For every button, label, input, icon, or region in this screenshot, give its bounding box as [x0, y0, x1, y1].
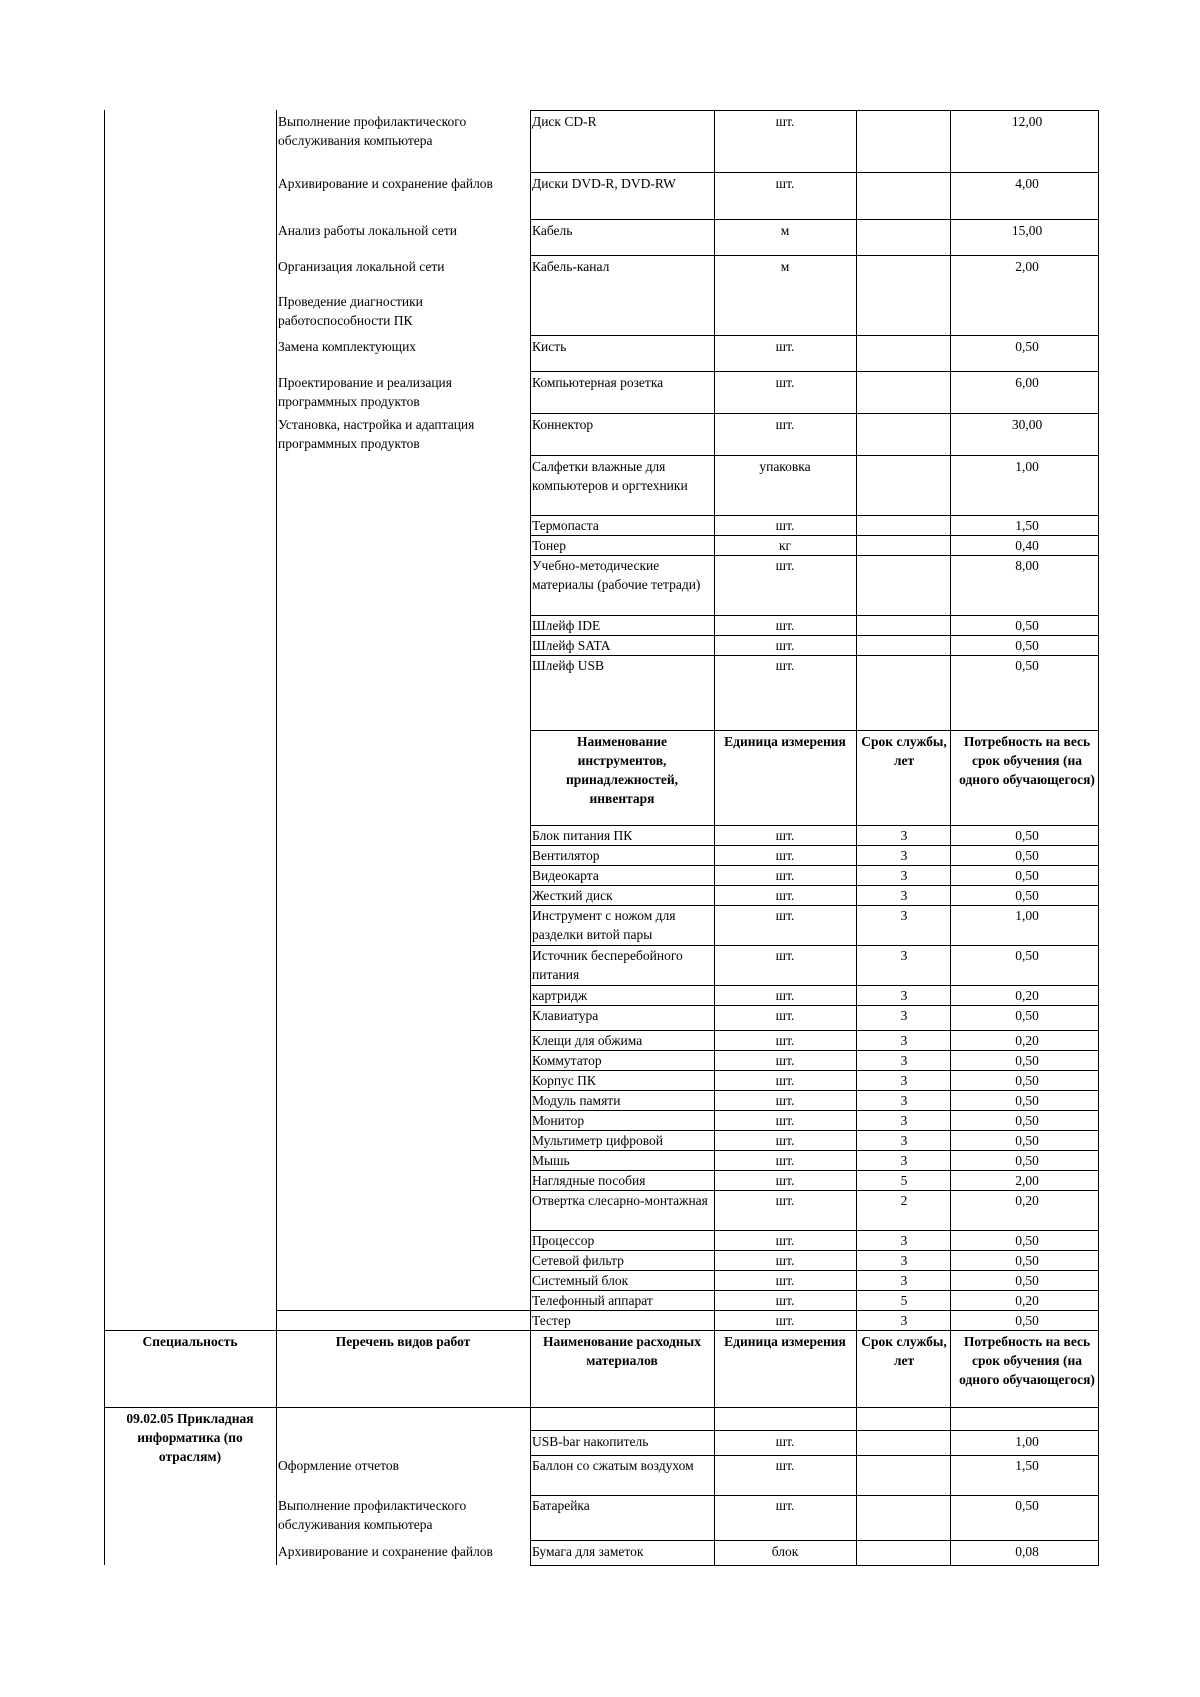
- material-unit: шт.: [775, 1458, 795, 1473]
- tool-life: 3: [900, 1313, 908, 1328]
- material-qty: 15,00: [1011, 223, 1043, 238]
- material-qty: 12,00: [1011, 114, 1043, 129]
- tool-name: Источник бесперебойного питания: [532, 948, 683, 982]
- tool-life: 3: [900, 1233, 908, 1248]
- tool-name: Отвертка слесарно-монтажная: [532, 1193, 708, 1208]
- tool-life: 3: [900, 1033, 908, 1048]
- tool-life: 3: [900, 1093, 908, 1108]
- tool-unit: шт.: [775, 1313, 795, 1328]
- tool-life: 3: [900, 848, 908, 863]
- material-unit: шт.: [775, 417, 795, 432]
- material-qty: 4,00: [1015, 176, 1039, 191]
- tool-unit: шт.: [775, 1053, 795, 1068]
- tools-header-need: Потребность на весь срок обучения (на одного обучающегося): [959, 734, 1095, 787]
- material-qty: 2,00: [1015, 259, 1039, 274]
- material-unit: шт.: [775, 1434, 795, 1449]
- material-unit: шт.: [775, 176, 795, 191]
- material-name: USB-bar накопитель: [532, 1434, 649, 1449]
- tool-name: Телефонный аппарат: [532, 1293, 653, 1308]
- tool-life: 5: [900, 1293, 908, 1308]
- material-unit: шт.: [775, 339, 795, 354]
- tool-qty: 0,50: [1015, 1053, 1039, 1068]
- tool-unit: шт.: [775, 1008, 795, 1023]
- work-item: Проектирование и реализация программных продуктов: [278, 375, 452, 409]
- tool-life: 3: [900, 1273, 908, 1288]
- tool-unit: шт.: [775, 1273, 795, 1288]
- material-name: Диски DVD-R, DVD-RW: [532, 176, 676, 191]
- material-name: Компьютерная розетка: [532, 375, 664, 390]
- tool-qty: 0,50: [1015, 1313, 1039, 1328]
- material-qty: 0,50: [1015, 638, 1039, 653]
- material-qty: 0,50: [1015, 339, 1039, 354]
- tool-life: 5: [900, 1173, 908, 1188]
- material-name: Шлейф SATA: [532, 638, 611, 653]
- material-unit: кг: [778, 538, 792, 553]
- tool-qty: 0,50: [1015, 828, 1039, 843]
- tool-life: 3: [900, 908, 908, 923]
- tool-qty: 0,50: [1015, 868, 1039, 883]
- tool-unit: шт.: [775, 828, 795, 843]
- border-unit-col: [714, 110, 715, 1565]
- tool-qty: 2,00: [1015, 1173, 1039, 1188]
- tool-name: Клавиатура: [532, 1008, 599, 1023]
- header-rule-bottom: [104, 1407, 1099, 1408]
- material-qty: 8,00: [1015, 558, 1039, 573]
- row-rule: [530, 371, 1099, 372]
- tool-unit: шт.: [775, 848, 795, 863]
- material-name: Кабель-канал: [532, 259, 610, 274]
- material-unit: шт.: [775, 658, 795, 673]
- tool-qty: 0,50: [1015, 1093, 1039, 1108]
- material-unit: шт.: [775, 1498, 795, 1513]
- material-unit: шт.: [775, 558, 795, 573]
- tool-qty: 0,50: [1015, 1253, 1039, 1268]
- tool-life: 3: [900, 1133, 908, 1148]
- tool-unit: шт.: [775, 1233, 795, 1248]
- tools-header-name: Наименование инструментов, принадлежностей, инвентаря: [565, 734, 679, 806]
- material-name: Диск CD-R: [532, 114, 597, 129]
- border-need-col: [950, 110, 951, 1565]
- row-rule: [530, 1540, 1099, 1541]
- material-unit: шт.: [775, 518, 795, 533]
- tool-life: 2: [900, 1193, 908, 1208]
- row-rule: [530, 335, 1099, 336]
- tool-qty: 0,50: [1015, 1273, 1039, 1288]
- tools-header-life: Срок службы, лет: [861, 734, 947, 768]
- material-unit: упаковка: [759, 459, 811, 474]
- tool-unit: шт.: [775, 888, 795, 903]
- material-qty: 0,08: [1015, 1544, 1039, 1559]
- row-rule: [530, 1430, 1099, 1431]
- tool-life: 3: [900, 868, 908, 883]
- tool-unit: шт.: [775, 1173, 795, 1188]
- row-rule: [530, 110, 1099, 111]
- tool-unit: шт.: [775, 908, 795, 923]
- tool-unit: шт.: [775, 1133, 795, 1148]
- work-item: Оформление отчетов: [278, 1458, 399, 1473]
- header-unit: Единица измерения: [724, 1334, 846, 1349]
- tool-unit: шт.: [775, 1113, 795, 1128]
- work-item: Проведение диагностики работоспособности ПК: [278, 294, 423, 328]
- tool-unit: шт.: [775, 1253, 795, 1268]
- specialty-name: 09.02.05 Прикладная информатика (по отраслям): [126, 1411, 254, 1464]
- material-unit: шт.: [775, 638, 795, 653]
- material-unit: шт.: [775, 375, 795, 390]
- header-works: Перечень видов работ: [335, 1334, 471, 1349]
- tool-name: Системный блок: [532, 1273, 629, 1288]
- tool-name: Клещи для обжима: [532, 1033, 643, 1048]
- tool-name: Мышь: [532, 1153, 570, 1168]
- tool-name: Наглядные пособия: [532, 1173, 646, 1188]
- work-item: Установка, настройка и адаптация программных продуктов: [278, 417, 475, 451]
- tool-qty: 0,50: [1015, 1233, 1039, 1248]
- material-name: Тонер: [532, 538, 566, 553]
- tool-name: Коммутатор: [532, 1053, 602, 1068]
- header-materials: Наименование расходных материалов: [543, 1334, 701, 1368]
- material-name: Шлейф USB: [532, 658, 604, 673]
- tool-qty: 0,50: [1015, 1008, 1039, 1023]
- material-name: Учебно-методические материалы (рабочие тетради): [532, 558, 701, 592]
- tool-qty: 0,50: [1015, 1073, 1039, 1088]
- tool-name: Монитор: [532, 1113, 585, 1128]
- header-need: Потребность на весь срок обучения (на одного обучающегося): [959, 1334, 1095, 1387]
- row-rule: [530, 455, 1099, 456]
- material-unit: м: [780, 259, 790, 274]
- work-item: Организация локальной сети: [278, 259, 445, 274]
- work-item: Выполнение профилактического обслуживания компьютера: [278, 114, 467, 148]
- material-qty: 0,50: [1015, 1498, 1039, 1513]
- tool-name: Сетевой фильтр: [532, 1253, 624, 1268]
- material-qty: 0,50: [1015, 658, 1039, 673]
- tool-life: 3: [900, 1153, 908, 1168]
- tool-name: Мультиметр цифровой: [532, 1133, 664, 1148]
- tool-life: 3: [900, 1008, 908, 1023]
- row-rule: [530, 172, 1099, 173]
- material-qty: 1,00: [1015, 1434, 1039, 1449]
- tool-name: Процессор: [532, 1233, 595, 1248]
- tool-qty: 0,20: [1015, 988, 1039, 1003]
- material-name: Баллон со сжатым воздухом: [532, 1458, 694, 1473]
- material-qty: 0,40: [1015, 538, 1039, 553]
- header-specialty: Специальность: [142, 1334, 238, 1349]
- border-work-col: [276, 110, 277, 1565]
- border-life-col: [856, 110, 857, 1565]
- row-rule: [530, 255, 1099, 256]
- material-unit: блок: [771, 1544, 799, 1559]
- row-rule: [530, 413, 1099, 414]
- tool-qty: 0,20: [1015, 1193, 1039, 1208]
- material-qty: 30,00: [1011, 417, 1043, 432]
- header-rule-top: [104, 1330, 1099, 1331]
- tool-name: Модуль памяти: [532, 1093, 621, 1108]
- work-item: Анализ работы локальной сети: [278, 223, 457, 238]
- tool-unit: шт.: [775, 1153, 795, 1168]
- tool-life: 3: [900, 1113, 908, 1128]
- material-name: Кисть: [532, 339, 567, 354]
- tool-name: Блок питания ПК: [532, 828, 633, 843]
- work-item: Архивирование и сохранение файлов: [278, 1544, 493, 1559]
- tool-qty: 0,50: [1015, 888, 1039, 903]
- tool-unit: шт.: [775, 868, 795, 883]
- tool-unit: шт.: [775, 1293, 795, 1308]
- material-unit: шт.: [775, 618, 795, 633]
- tool-life: 3: [900, 1053, 908, 1068]
- tool-unit: шт.: [775, 1193, 795, 1208]
- material-qty: 6,00: [1015, 375, 1039, 390]
- header-life: Срок службы, лет: [861, 1334, 947, 1368]
- tool-name: картридж: [532, 988, 588, 1003]
- row-rule: [530, 1565, 1099, 1566]
- tool-unit: шт.: [775, 988, 795, 1003]
- tool-life: 3: [900, 828, 908, 843]
- tool-life: 3: [900, 1073, 908, 1088]
- tool-unit: шт.: [775, 948, 795, 963]
- material-name: Бумага для заметок: [532, 1544, 644, 1559]
- material-name: Батарейка: [532, 1498, 590, 1513]
- work-item: Выполнение профилактического обслуживания компьютера: [278, 1498, 467, 1532]
- tool-qty: 1,00: [1015, 908, 1039, 923]
- tool-qty: 0,20: [1015, 1033, 1039, 1048]
- tool-qty: 0,50: [1015, 1153, 1039, 1168]
- material-name: Термопаста: [532, 518, 599, 533]
- tool-unit: шт.: [775, 1093, 795, 1108]
- tool-name: Вентилятор: [532, 848, 600, 863]
- material-qty: 1,50: [1015, 518, 1039, 533]
- tool-life: 3: [900, 888, 908, 903]
- tool-life: 3: [900, 988, 908, 1003]
- tool-name: Инструмент с ножом для разделки витой пары: [532, 908, 676, 942]
- tool-life: 3: [900, 948, 908, 963]
- tool-unit: шт.: [775, 1073, 795, 1088]
- border-material-col: [530, 110, 531, 1565]
- row-rule: [530, 730, 1099, 731]
- material-name: Коннектор: [532, 417, 594, 432]
- border-left: [104, 110, 105, 1565]
- material-name: Кабель: [532, 223, 573, 238]
- tool-name: Видеокарта: [532, 868, 599, 883]
- tools-header-unit: Единица измерения: [724, 734, 846, 749]
- material-unit: м: [780, 223, 790, 238]
- tool-name: Корпус ПК: [532, 1073, 596, 1088]
- material-name: Шлейф IDE: [532, 618, 601, 633]
- tool-life: 3: [900, 1253, 908, 1268]
- tool-qty: 0,20: [1015, 1293, 1039, 1308]
- material-qty: 1,50: [1015, 1458, 1039, 1473]
- work-item: Архивирование и сохранение файлов: [278, 176, 493, 191]
- material-unit: шт.: [775, 114, 795, 129]
- material-name: Салфетки влажные для компьютеров и оргтехники: [532, 459, 688, 493]
- tool-qty: 0,50: [1015, 948, 1039, 963]
- row-rule: [530, 219, 1099, 220]
- material-qty: 0,50: [1015, 618, 1039, 633]
- row-rule: [276, 1310, 530, 1311]
- tool-qty: 0,50: [1015, 1113, 1039, 1128]
- tool-unit: шт.: [775, 1033, 795, 1048]
- tool-qty: 0,50: [1015, 1133, 1039, 1148]
- tool-qty: 0,50: [1015, 848, 1039, 863]
- work-item: Замена комплектующих: [278, 339, 417, 354]
- tool-name: Тестер: [532, 1313, 571, 1328]
- tool-name: Жесткий диск: [532, 888, 613, 903]
- material-qty: 1,00: [1015, 459, 1039, 474]
